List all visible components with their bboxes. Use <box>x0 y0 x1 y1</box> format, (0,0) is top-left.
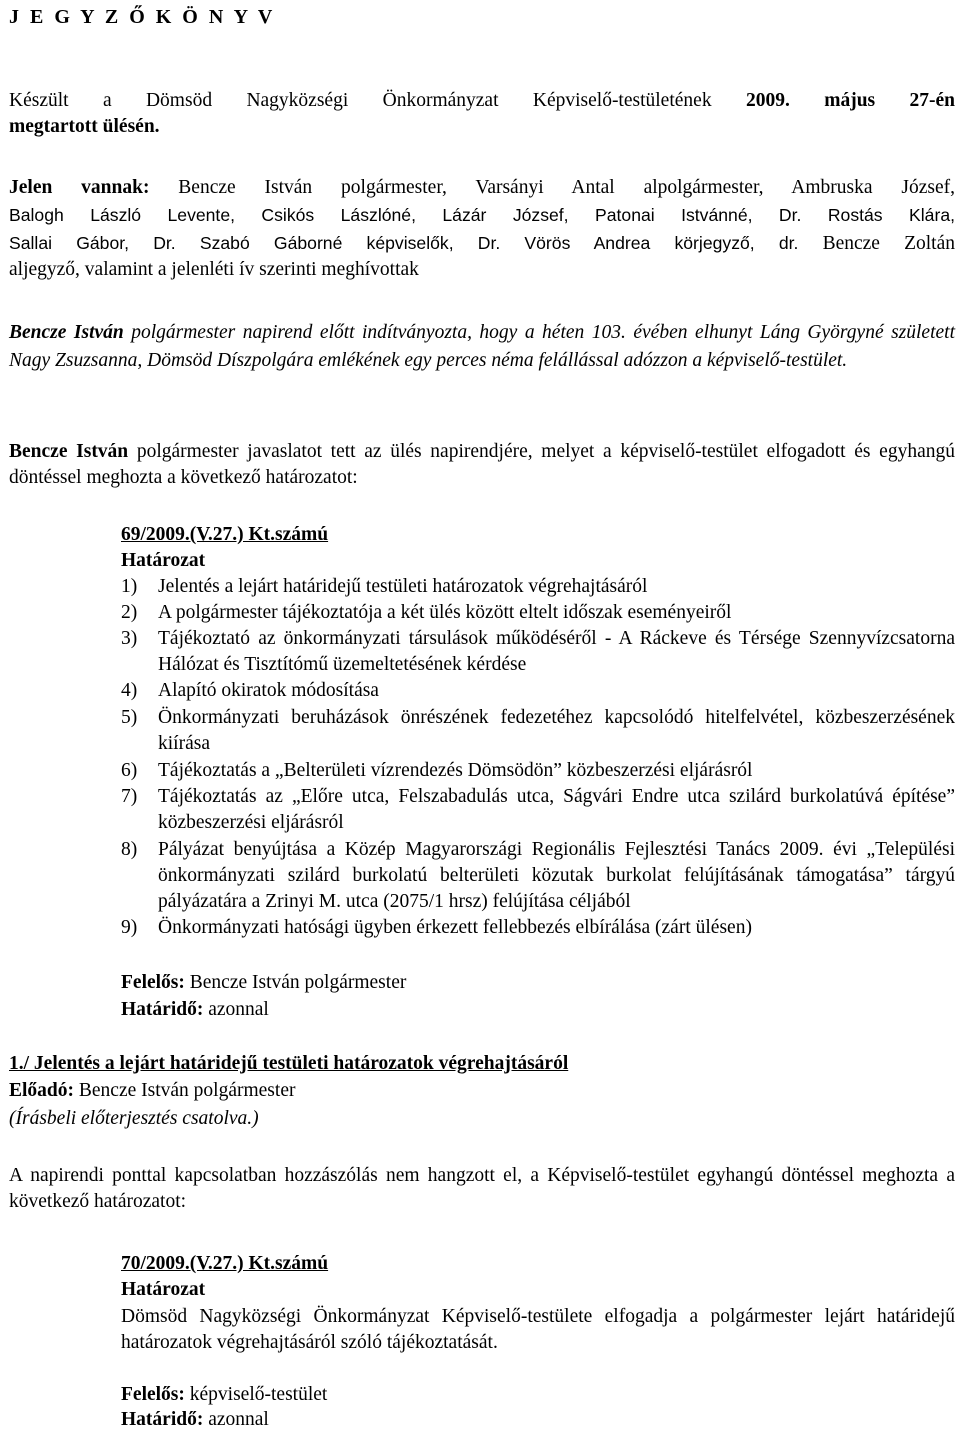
section-1-presenter <box>9 1078 955 1104</box>
agenda-item <box>121 837 955 915</box>
memorial-name: Bencze István <box>9 322 124 343</box>
resolution-1-deadline <box>121 997 955 1023</box>
agenda-item-number: 7) <box>121 786 138 807</box>
meeting-date: 2009. május 27-én <box>745 90 955 111</box>
intro-paragraph <box>9 88 955 140</box>
agenda-item <box>121 626 955 678</box>
resolution-2-responsible <box>121 1382 955 1408</box>
resolution-2-number: 70/2009.(V.27.) Kt.számú <box>121 1253 329 1274</box>
agenda-item <box>121 705 955 757</box>
agenda-item-text: Alapító okiratok módosítása <box>158 680 379 701</box>
deadline-value: azonnal <box>203 1409 269 1430</box>
agenda-item <box>121 784 955 836</box>
agenda-item-text: Önkormányzati beruházások önrészének fedezetéhez kapcsolódó hitelfelvétel, közbeszerzésének kiírása <box>158 707 955 754</box>
intro-prefix: Készült a Dömsöd Nagyközségi Önkormányzat Képviselő-testületének <box>9 90 746 111</box>
memorial-text: polgármester napirend előtt indítványozta, hogy a héten 103. évében elhunyt Láng Györgyné született Nagy Zsuzsanna, Dömsöd Díszpolgára emlékének egy perces néma felállással adózzon a képviselő-testület. <box>9 322 955 371</box>
agenda-item-number: 6) <box>121 760 138 781</box>
agenda-intro-name: Bencze István <box>9 441 129 462</box>
agenda-item-number: 1) <box>121 576 138 597</box>
resolution-2-deadline <box>121 1407 955 1433</box>
agenda-item-number: 2) <box>121 602 138 623</box>
agenda-item-number: 4) <box>121 680 138 701</box>
agenda-item-text: Pályázat benyújtása a Közép Magyarországi Regionális Fejlesztési Tanács 2009. évi „Települési önkormányzati szilárd burkolatú belterületi közutak burkolat felújításának támogatása” tárgyú pályázatára a Zrinyi M. utca (2075/1 hrsz) felújítása céljából <box>158 839 955 912</box>
responsible-value: Bencze István polgármester <box>184 972 407 993</box>
agenda-item <box>121 915 955 941</box>
resolution-2-text: Dömsöd Nagyközségi Önkormányzat Képviselő-testülete elfogadja a polgármester lejárt határidejű határozatok végrehajtásáról szóló tájékoztatását. <box>121 1306 955 1353</box>
presenter-value: Bencze István polgármester <box>74 1080 296 1101</box>
memorial-paragraph <box>9 319 955 374</box>
agenda-item <box>121 600 955 626</box>
presenter-label: Előadó: <box>9 1080 75 1101</box>
deadline-label: Határidő: <box>121 1409 204 1430</box>
resolution-1-number: 69/2009.(V.27.) Kt.számú <box>121 524 329 545</box>
agenda-item-text: A polgármester tájékoztatója a két ülés között eltelt időszak eseményeiről <box>158 602 732 623</box>
attendance-label: Jelen vannak: <box>9 177 150 198</box>
resolution-1-responsible <box>121 970 955 996</box>
resolution-1-label: Határozat <box>121 550 206 571</box>
attendance-line3-tail: Bencze Zoltán <box>798 233 956 254</box>
agenda-item-number: 3) <box>121 628 138 649</box>
agenda-item-number: 5) <box>121 707 138 728</box>
agenda-item-text: Jelentés a lejárt határidejű testületi határozatok végrehajtásáról <box>158 576 648 597</box>
attendance-line3: Sallai Gábor, Dr. Szabó Gáborné képviselők, Dr. Vörös Andrea körjegyző, dr. <box>9 233 799 253</box>
responsible-label: Felelős: <box>121 972 185 993</box>
agenda-item-text: Önkormányzati hatósági ügyben érkezett fellebbezés elbírálása (zárt ülésen) <box>158 917 752 938</box>
resolution-2-label: Határozat <box>121 1279 206 1300</box>
agenda-item <box>121 758 955 784</box>
agenda-item <box>121 574 955 600</box>
agenda-item-text: Tájékoztatás a „Belterületi vízrendezés Dömsödön” közbeszerzési eljárásról <box>158 760 753 781</box>
agenda-item-text: Tájékoztató az önkormányzati társulások működéséről - A Ráckeve és Térsége Szennyvízcsatorna Hálózat és Tisztítómű üzemeltetésének kérdése <box>158 628 955 675</box>
agenda-item-text: Tájékoztatás az „Előre utca, Felszabadulás utca, Ságvári Endre utca szilárd burkolatúvá építése” közbeszerzési eljárásról <box>158 786 955 833</box>
agenda-item <box>121 678 955 704</box>
section-1-text: A napirendi ponttal kapcsolatban hozzászólás nem hangzott el, a Képviselő-testület egyhangú döntéssel meghozta a következő határozatot: <box>9 1165 955 1212</box>
agenda-intro-text: polgármester javaslatot tett az ülés napirendjére, melyet a képviselő-testület elfogadott és egyhangú döntéssel meghozta a következő határozatot: <box>9 441 955 488</box>
agenda-item-number: 8) <box>121 839 138 860</box>
deadline-label: Határidő: <box>121 999 204 1020</box>
section-1-attachment: (Írásbeli előterjesztés csatolva.) <box>9 1108 259 1129</box>
attendance-line4: aljegyző, valamint a jelenléti ív szerinti meghívottak <box>9 259 419 280</box>
document-title: J E G Y Z Ő K Ö N Y V <box>9 6 276 28</box>
responsible-label: Felelős: <box>121 1384 185 1405</box>
responsible-value: képviselő-testület <box>184 1384 328 1405</box>
attendance-paragraph <box>9 175 955 283</box>
agenda-item-number: 9) <box>121 917 138 938</box>
attendance-line1: Bencze István polgármester, Varsányi Antal alpolgármester, Ambruska József, <box>149 177 955 198</box>
agenda-intro-paragraph <box>9 439 955 491</box>
deadline-value: azonnal <box>203 999 269 1020</box>
section-1-heading: 1./ Jelentés a lejárt határidejű testületi határozatok végrehajtásáról <box>9 1053 569 1074</box>
intro-line2: megtartott ülésén. <box>9 116 160 137</box>
attendance-line2: Balogh László Levente, Csikós Lászlóné, Lázár József, Patonai Istvánné, Dr. Rostás Klára, <box>9 205 955 225</box>
